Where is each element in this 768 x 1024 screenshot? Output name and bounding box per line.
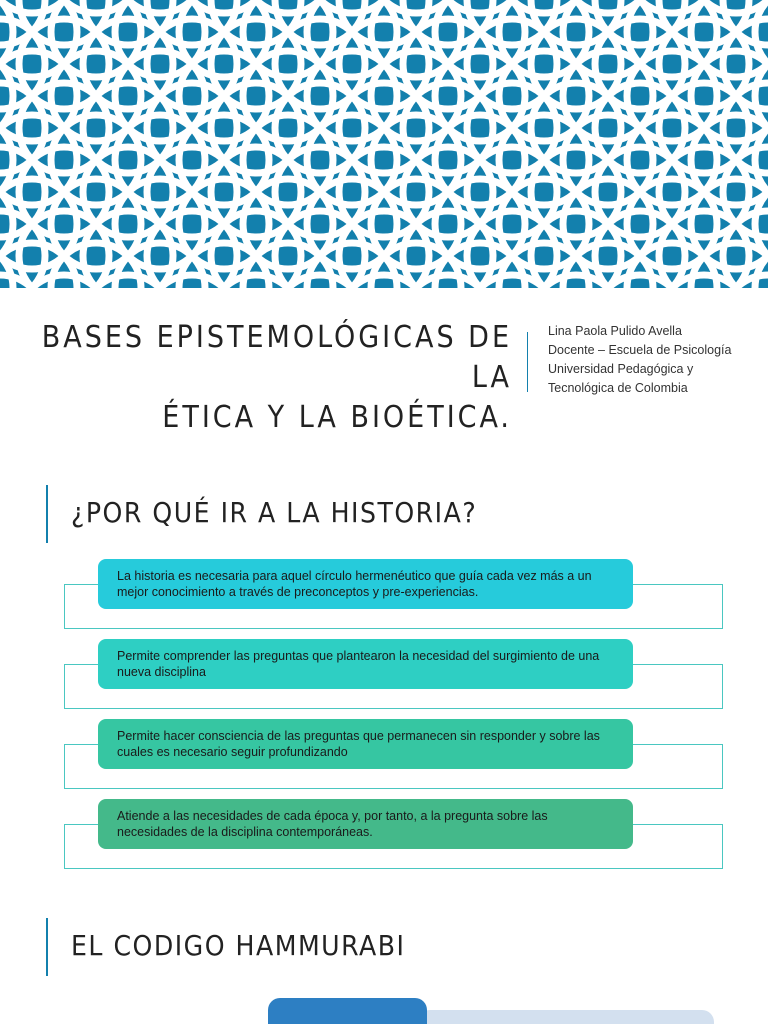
history-item-3: Permite hacer consciencia de las preguntas que permanecen sin responder y sobre las cuales es necesario seguir profundizando <box>98 719 633 769</box>
title-slide <box>0 288 768 448</box>
circle-lattice-pattern <box>0 0 768 288</box>
history-item-2: Permite comprender las preguntas que plantearon la necesidad del surgimiento de una nueva disciplina <box>98 639 633 689</box>
title-line-2: ÉTICA Y LA BIOÉTICA. <box>162 400 512 435</box>
timeline-tab-background <box>418 1010 714 1024</box>
presentation-title <box>32 318 512 438</box>
decorative-pattern-banner <box>0 0 768 288</box>
author-university-line-2: Tecnológica de Colombia <box>548 381 688 395</box>
history-section-title: ¿POR QUÉ IR A LA HISTORIA? <box>71 496 478 529</box>
title-line-1: BASES EPISTEMOLÓGICAS DE LA <box>41 320 512 395</box>
history-item-4: Atiende a las necesidades de cada época y, por tanto, a la pregunta sobre las necesidades de la disciplina contemporáneas. <box>98 799 633 849</box>
author-info <box>548 322 763 398</box>
timeline-tab <box>268 998 427 1024</box>
history-item-1: La historia es necesaria para aquel círculo hermenéutico que guía cada vez más a un mejor conocimiento a través de preconceptos y pre-experiencias. <box>98 559 633 609</box>
history-section-accent-bar <box>46 485 48 543</box>
hammurabi-section-accent-bar <box>46 918 48 976</box>
title-divider <box>527 332 528 392</box>
author-name: Lina Paola Pulido Avella <box>548 324 682 338</box>
author-role: Docente – Escuela de Psicología <box>548 343 732 357</box>
author-university-line-1: Universidad Pedagógica y <box>548 362 694 376</box>
hammurabi-section-title: EL CODIGO HAMMURABI <box>71 929 406 962</box>
